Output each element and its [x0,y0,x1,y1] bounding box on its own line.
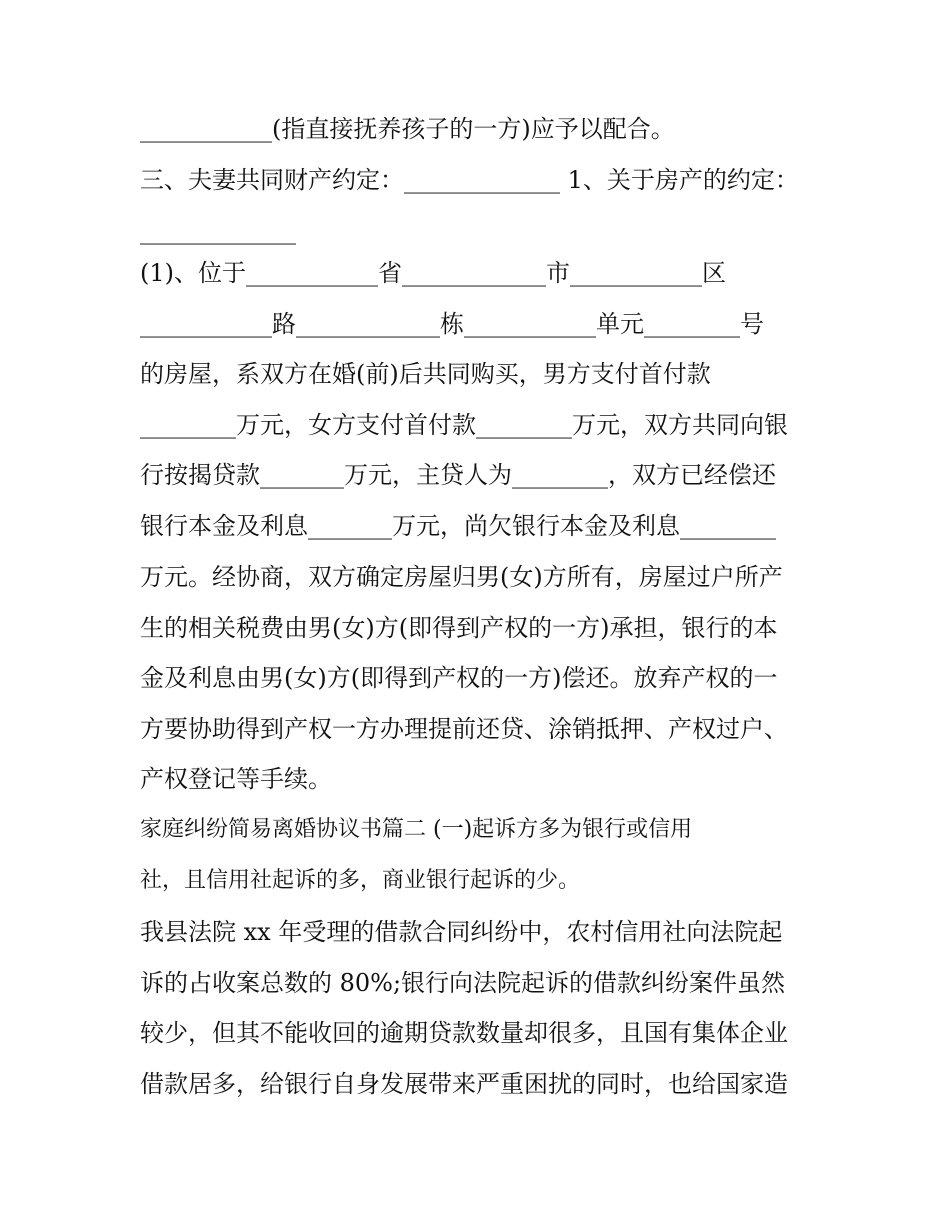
text-line-15: 家庭纠纷简易离婚协议书篇二 (一)起诉方多为银行或信用 [140,817,693,842]
text-line-1: ___________(指直接抚养孩子的一方)应予以配合。 [140,115,675,143]
text-line-5: ___________路____________栋___________单元________号 [140,310,764,338]
text-line-2: 三、夫妻共同财产约定：_____________ 1、关于房产的约定： [140,166,799,194]
text-line-6: 的房屋，系双方在婚(前)后共同购买，男方支付首付款 [140,360,711,388]
text-line-16: 社，且信用社起诉的多，商业银行起诉的少。 [140,868,581,893]
text-line-18: 诉的占收案总数的 80%;银行向法院起诉的借款纠纷案件虽然 [140,969,786,997]
text-line-17: 我县法院 xx 年受理的借款合同纠纷中，农村信用社向法院起 [140,918,783,946]
text-line-19: 较少，但其不能收回的逾期贷款数量却很多，且国有集体企业 [140,1019,788,1047]
text-line-20: 借款居多，给银行自身发展带来严重困扰的同时，也给国家造 [140,1070,788,1098]
text-line-14: 产权登记等手续。 [140,765,332,793]
text-line-11: 生的相关税费由男(女)方(即得到产权的一方)承担，银行的本 [140,614,778,642]
text-line-12: 金及利息由男(女)方(即得到产权的一方)偿还。放弃产权的一 [140,664,778,692]
text-line-3: _____________ [140,217,296,245]
text-line-8: 行按揭贷款_______万元，主贷人为________，双方已经偿还 [140,461,776,489]
text-line-9: 银行本金及利息_______万元，尚欠银行本金及利息________ [140,512,776,540]
text-line-13: 方要协助得到产权一方办理提前还贷、涂销抵押、产权过户、 [140,715,788,743]
text-line-7: ________万元，女方支付首付款________万元，双方共同向银 [140,411,788,439]
text-line-10: 万元。经协商，双方确定房屋归男(女)方所有，房屋过户所产 [140,563,783,591]
text-line-4: (1)、位于___________省____________市___________区 [140,259,726,287]
